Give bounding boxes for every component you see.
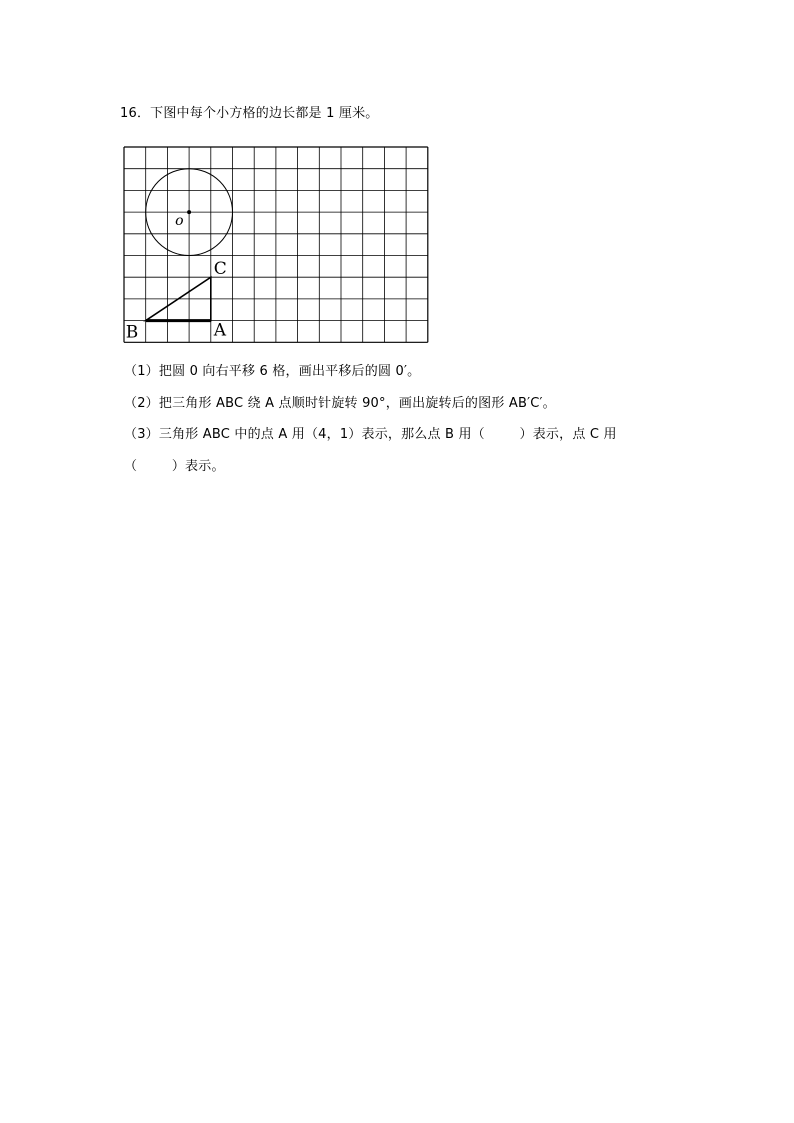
circle-center-label: o [175, 213, 184, 230]
question-part-2: （2）把三角形 ABC 绕 A 点顺时针旋转 90°，画出旋转后的图形 AB′C′。 [124, 396, 556, 411]
question-part-3: （3）三角形 ABC 中的点 A 用（4，1）表示，那么点 B 用（ ）表示，点 C 用 [124, 427, 617, 442]
circle-center-dot [187, 210, 191, 214]
grid-lines [124, 147, 428, 342]
point-c-label: C [213, 259, 227, 280]
point-a-label: A [213, 320, 227, 341]
point-b-label: B [125, 322, 139, 343]
grid-figure [120, 143, 450, 349]
question-part-3-continued: （ ）表示。 [124, 459, 225, 474]
question-title: 16．下图中每个小方格的边长都是 1 厘米。 [120, 106, 379, 121]
question-part-1: （1）把圆 0 向右平移 6 格，画出平移后的圆 0′。 [124, 364, 421, 379]
